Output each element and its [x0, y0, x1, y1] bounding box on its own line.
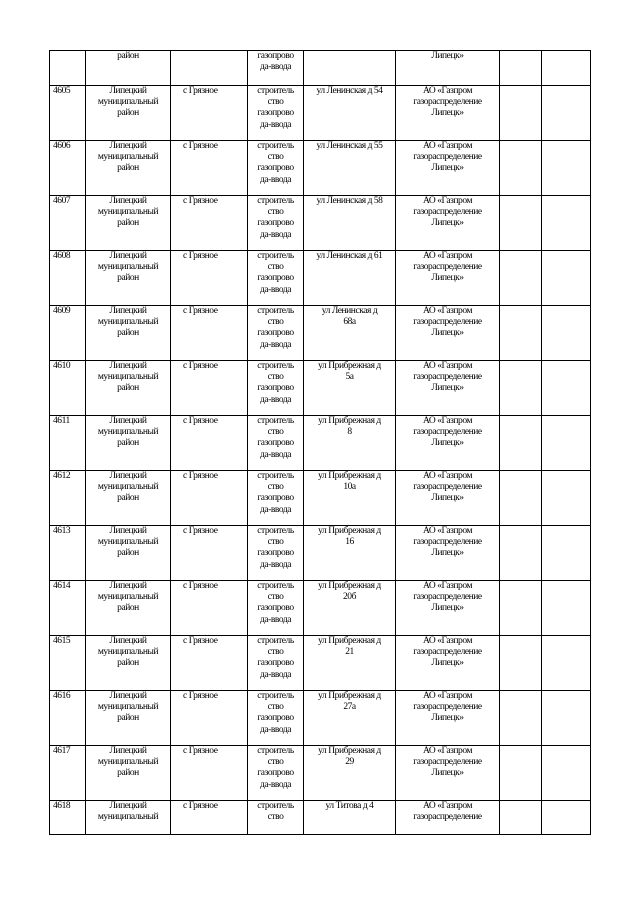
cell-work-type: строитель ство газопрово да-ввода [248, 581, 304, 636]
cell-empty-2 [542, 361, 591, 416]
cell-organization: АО «Газпром газораспределение Липецк» [396, 196, 500, 251]
cell-empty-1 [500, 251, 542, 306]
table-row [50, 141, 591, 196]
cell-number: 4616 [50, 691, 86, 746]
cell-empty-1 [500, 691, 542, 746]
cell-district: Липецкий муниципальный район [86, 361, 171, 416]
cell-work-type: строитель ство газопрово да-ввода [248, 636, 304, 691]
cell-empty-2 [542, 51, 591, 86]
cell-district: район [86, 51, 171, 86]
cell-work-type: строитель ство газопрово да-ввода [248, 361, 304, 416]
cell-address: ул Прибрежная д 16 [304, 526, 396, 581]
cell-work-type: строитель ство газопрово да-ввода [248, 471, 304, 526]
cell-address: ул Прибрежная д 21 [304, 636, 396, 691]
cell-address: ул Ленинская д 54 [304, 86, 396, 141]
cell-village: с Грязное [171, 196, 248, 251]
cell-organization: АО «Газпром газораспределение Липецк» [396, 361, 500, 416]
cell-district: Липецкий муниципальный район [86, 86, 171, 141]
cell-organization: АО «Газпром газораспределение Липецк» [396, 141, 500, 196]
cell-organization: АО «Газпром газораспределение Липецк» [396, 306, 500, 361]
cell-organization: АО «Газпром газораспределение Липецк» [396, 416, 500, 471]
cell-number: 4615 [50, 636, 86, 691]
cell-organization: АО «Газпром газораспределение Липецк» [396, 581, 500, 636]
table-row [50, 251, 591, 306]
table-row [50, 51, 591, 86]
cell-address: ул Прибрежная д 29 [304, 746, 396, 801]
table-row [50, 416, 591, 471]
cell-address: ул Ленинская д 58 [304, 196, 396, 251]
cell-district: Липецкий муниципальный район [86, 691, 171, 746]
cell-number: 4606 [50, 141, 86, 196]
cell-number: 4618 [50, 801, 86, 835]
cell-number: 4613 [50, 526, 86, 581]
cell-empty-2 [542, 306, 591, 361]
cell-work-type: газопрово да-ввода [248, 51, 304, 86]
cell-empty-2 [542, 86, 591, 141]
cell-organization: АО «Газпром газораспределение Липецк» [396, 86, 500, 141]
cell-district: Липецкий муниципальный район [86, 141, 171, 196]
table-body [50, 51, 591, 835]
table-row [50, 86, 591, 141]
cell-village: с Грязное [171, 416, 248, 471]
cell-village: с Грязное [171, 251, 248, 306]
cell-district: Липецкий муниципальный район [86, 581, 171, 636]
cell-organization: АО «Газпром газораспределение Липецк» [396, 636, 500, 691]
cell-village: с Грязное [171, 801, 248, 835]
cell-district: Липецкий муниципальный район [86, 526, 171, 581]
cell-empty-2 [542, 471, 591, 526]
cell-organization: АО «Газпром газораспределение Липецк» [396, 471, 500, 526]
cell-empty-2 [542, 691, 591, 746]
cell-address: ул Прибрежная д 20б [304, 581, 396, 636]
cell-work-type: строитель ство [248, 801, 304, 835]
cell-empty-1 [500, 636, 542, 691]
cell-address: ул Титова д 4 [304, 801, 396, 835]
cell-district: Липецкий муниципальный район [86, 471, 171, 526]
cell-empty-2 [542, 196, 591, 251]
cell-organization: АО «Газпром газораспределение Липецк» [396, 251, 500, 306]
cell-village: с Грязное [171, 526, 248, 581]
cell-address: ул Прибрежная д 5а [304, 361, 396, 416]
cell-address: ул Прибрежная д 27а [304, 691, 396, 746]
cell-work-type: строитель ство газопрово да-ввода [248, 746, 304, 801]
cell-work-type: строитель ство газопрово да-ввода [248, 306, 304, 361]
cell-village: с Грязное [171, 581, 248, 636]
cell-work-type: строитель ство газопрово да-ввода [248, 196, 304, 251]
cell-work-type: строитель ство газопрово да-ввода [248, 691, 304, 746]
cell-number: 4617 [50, 746, 86, 801]
cell-work-type: строитель ство газопрово да-ввода [248, 86, 304, 141]
cell-empty-2 [542, 251, 591, 306]
cell-empty-2 [542, 141, 591, 196]
cell-district: Липецкий муниципальный район [86, 746, 171, 801]
table-row [50, 746, 591, 801]
table-row [50, 691, 591, 746]
cell-address: ул Ленинская д 61 [304, 251, 396, 306]
cell-village: с Грязное [171, 636, 248, 691]
cell-organization: Липецк» [396, 51, 500, 86]
cell-empty-2 [542, 801, 591, 835]
cell-address: ул Прибрежная д 8 [304, 416, 396, 471]
table-row [50, 361, 591, 416]
cell-number [50, 51, 86, 86]
cell-empty-1 [500, 196, 542, 251]
cell-village: с Грязное [171, 746, 248, 801]
cell-village: с Грязное [171, 306, 248, 361]
cell-organization: АО «Газпром газораспределение Липецк» [396, 691, 500, 746]
cell-number: 4607 [50, 196, 86, 251]
cell-organization: АО «Газпром газораспределение Липецк» [396, 526, 500, 581]
cell-empty-2 [542, 636, 591, 691]
cell-village: с Грязное [171, 141, 248, 196]
cell-empty-1 [500, 306, 542, 361]
table-row [50, 801, 591, 835]
table-row [50, 306, 591, 361]
cell-empty-1 [500, 746, 542, 801]
cell-address: ул Прибрежная д 10а [304, 471, 396, 526]
cell-empty-2 [542, 746, 591, 801]
cell-village: с Грязное [171, 86, 248, 141]
cell-district: Липецкий муниципальный [86, 801, 171, 835]
table-row [50, 636, 591, 691]
cell-empty-1 [500, 526, 542, 581]
cell-village: с Грязное [171, 471, 248, 526]
cell-village: с Грязное [171, 691, 248, 746]
cell-empty-2 [542, 526, 591, 581]
cell-district: Липецкий муниципальный район [86, 306, 171, 361]
cell-address: ул Ленинская д 55 [304, 141, 396, 196]
table-row [50, 526, 591, 581]
cell-number: 4608 [50, 251, 86, 306]
cell-district: Липецкий муниципальный район [86, 251, 171, 306]
cell-empty-2 [542, 581, 591, 636]
cell-empty-1 [500, 51, 542, 86]
cell-address [304, 51, 396, 86]
cell-empty-1 [500, 86, 542, 141]
cell-work-type: строитель ство газопрово да-ввода [248, 416, 304, 471]
cell-empty-1 [500, 416, 542, 471]
cell-empty-2 [542, 416, 591, 471]
cell-empty-1 [500, 361, 542, 416]
cell-district: Липецкий муниципальный район [86, 416, 171, 471]
cell-work-type: строитель ство газопрово да-ввода [248, 526, 304, 581]
table-row [50, 471, 591, 526]
cell-organization: АО «Газпром газораспределение Липецк» [396, 746, 500, 801]
cell-district: Липецкий муниципальный район [86, 636, 171, 691]
cell-work-type: строитель ство газопрово да-ввода [248, 251, 304, 306]
table-row [50, 196, 591, 251]
cell-organization: АО «Газпром газораспределение [396, 801, 500, 835]
document-table [49, 50, 591, 835]
cell-empty-1 [500, 801, 542, 835]
cell-empty-1 [500, 141, 542, 196]
cell-village: с Грязное [171, 361, 248, 416]
cell-village [171, 51, 248, 86]
cell-number: 4614 [50, 581, 86, 636]
cell-number: 4611 [50, 416, 86, 471]
cell-number: 4605 [50, 86, 86, 141]
cell-empty-1 [500, 471, 542, 526]
cell-district: Липецкий муниципальный район [86, 196, 171, 251]
cell-address: ул Ленинская д 68а [304, 306, 396, 361]
cell-number: 4612 [50, 471, 86, 526]
cell-empty-1 [500, 581, 542, 636]
table-row [50, 581, 591, 636]
cell-number: 4609 [50, 306, 86, 361]
cell-number: 4610 [50, 361, 86, 416]
cell-work-type: строитель ство газопрово да-ввода [248, 141, 304, 196]
